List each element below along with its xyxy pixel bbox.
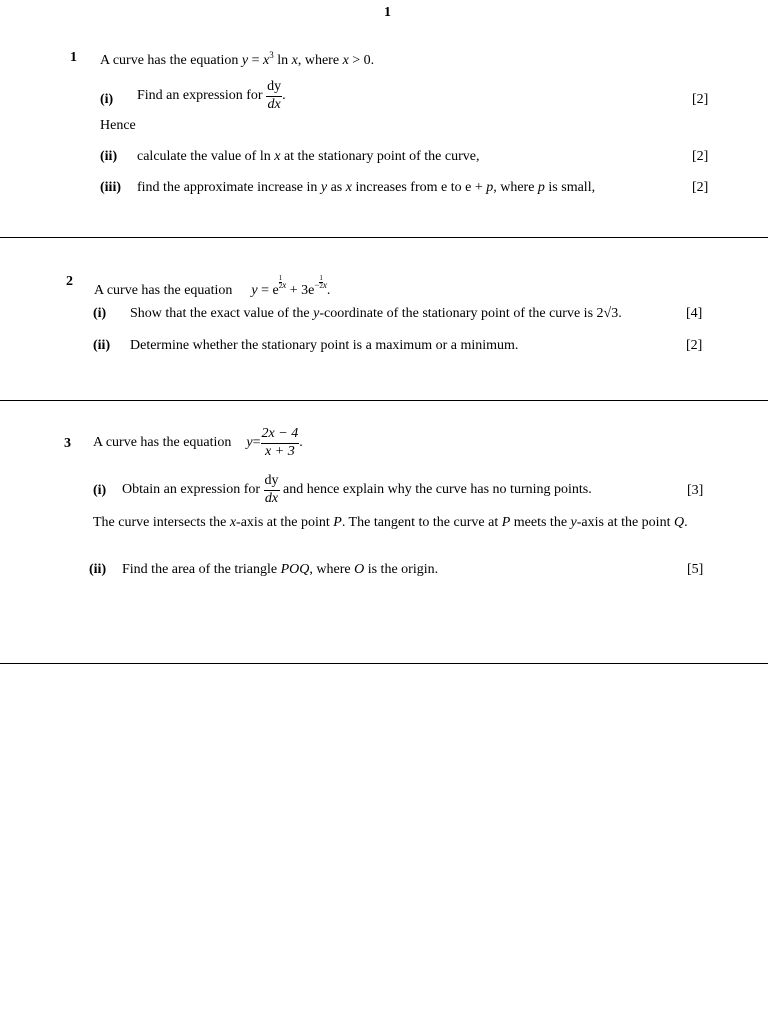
divider-3 [0, 663, 768, 664]
q3-number: 3 [64, 436, 71, 451]
q1-number: 1 [70, 50, 77, 65]
q3-stem: A curve has the equation y= $\frac{2x - 4}{x + 3}$ . [93, 426, 303, 459]
q3-part-i-text: Obtain an expression for $\frac{dy}{dx}$ and hence explain why the curve has no turning points. [122, 473, 592, 506]
q3-part-i-label: (i) [93, 483, 107, 498]
q1-part-iii-label: (iii) [100, 180, 121, 195]
q1-part-ii-text: calculate the value of ln x at the stationary point of the curve, [137, 149, 480, 164]
q2-number: 2 [66, 274, 73, 289]
q3-part-ii-text: Find the area of the triangle POQ, where O is the origin. [122, 562, 439, 577]
divider-2 [0, 400, 768, 401]
q1-part-iii-text: find the approximate increase in y as x increases from e to e + p, where p is small, [137, 180, 596, 195]
q1-hence: Hence [100, 118, 136, 133]
q2-part-ii-text: Determine whether the stationary point is a maximum or a minimum. [130, 338, 519, 353]
q2-part-ii-marks: [2] [686, 338, 703, 353]
q1-part-i-label: (i) [100, 92, 114, 107]
q1-part-i-marks: [2] [692, 92, 709, 107]
q3-part-ii-label: (ii) [89, 562, 107, 577]
divider-1 [0, 237, 768, 238]
q3-info-paragraph: The curve intersects the x-axis at the point P. The tangent to the curve at P meets the y-axis at the point Q. [93, 515, 688, 530]
q3-equation-fraction: $\frac{2x - 4}{x + 3}$ [261, 426, 299, 459]
q1-part-iii-marks: [2] [692, 180, 709, 195]
q2-part-i-text: Show that the exact value of the y-coordinate of the stationary point of the curve is 2√3. [130, 306, 622, 321]
exponent-half: $\frac{1}{2}$ [278, 274, 283, 290]
q2-stem: A curve has the equation y = e $\frac{1}{2}$ $^x$ + 3e− $\frac{1}{2}$ $^x$. [94, 274, 331, 298]
q2-part-i-marks: [4] [686, 306, 703, 321]
q2-part-ii-label: (ii) [93, 338, 111, 353]
page-number: 1 [384, 5, 391, 20]
dy-dx-fraction-q3: $\frac{dy}{dx}$ [264, 473, 279, 506]
q1-part-ii-label: (ii) [100, 149, 118, 164]
q2-part-i-label: (i) [93, 306, 107, 321]
dy-dx-fraction: $\frac{dy}{dx}$ [267, 79, 282, 112]
q1-part-i-text: Find an expression for $\frac{dy}{dx}$ . [137, 79, 286, 112]
q1-stem: A curve has the equation $y = x^3$ ln x, where x > 0. [100, 50, 375, 68]
q1-part-ii-marks: [2] [692, 149, 709, 164]
q3-part-ii-marks: [5] [687, 562, 704, 577]
exponent-neg-half: $\frac{1}{2}$ [319, 274, 323, 290]
q3-part-i-marks: [3] [687, 483, 704, 498]
